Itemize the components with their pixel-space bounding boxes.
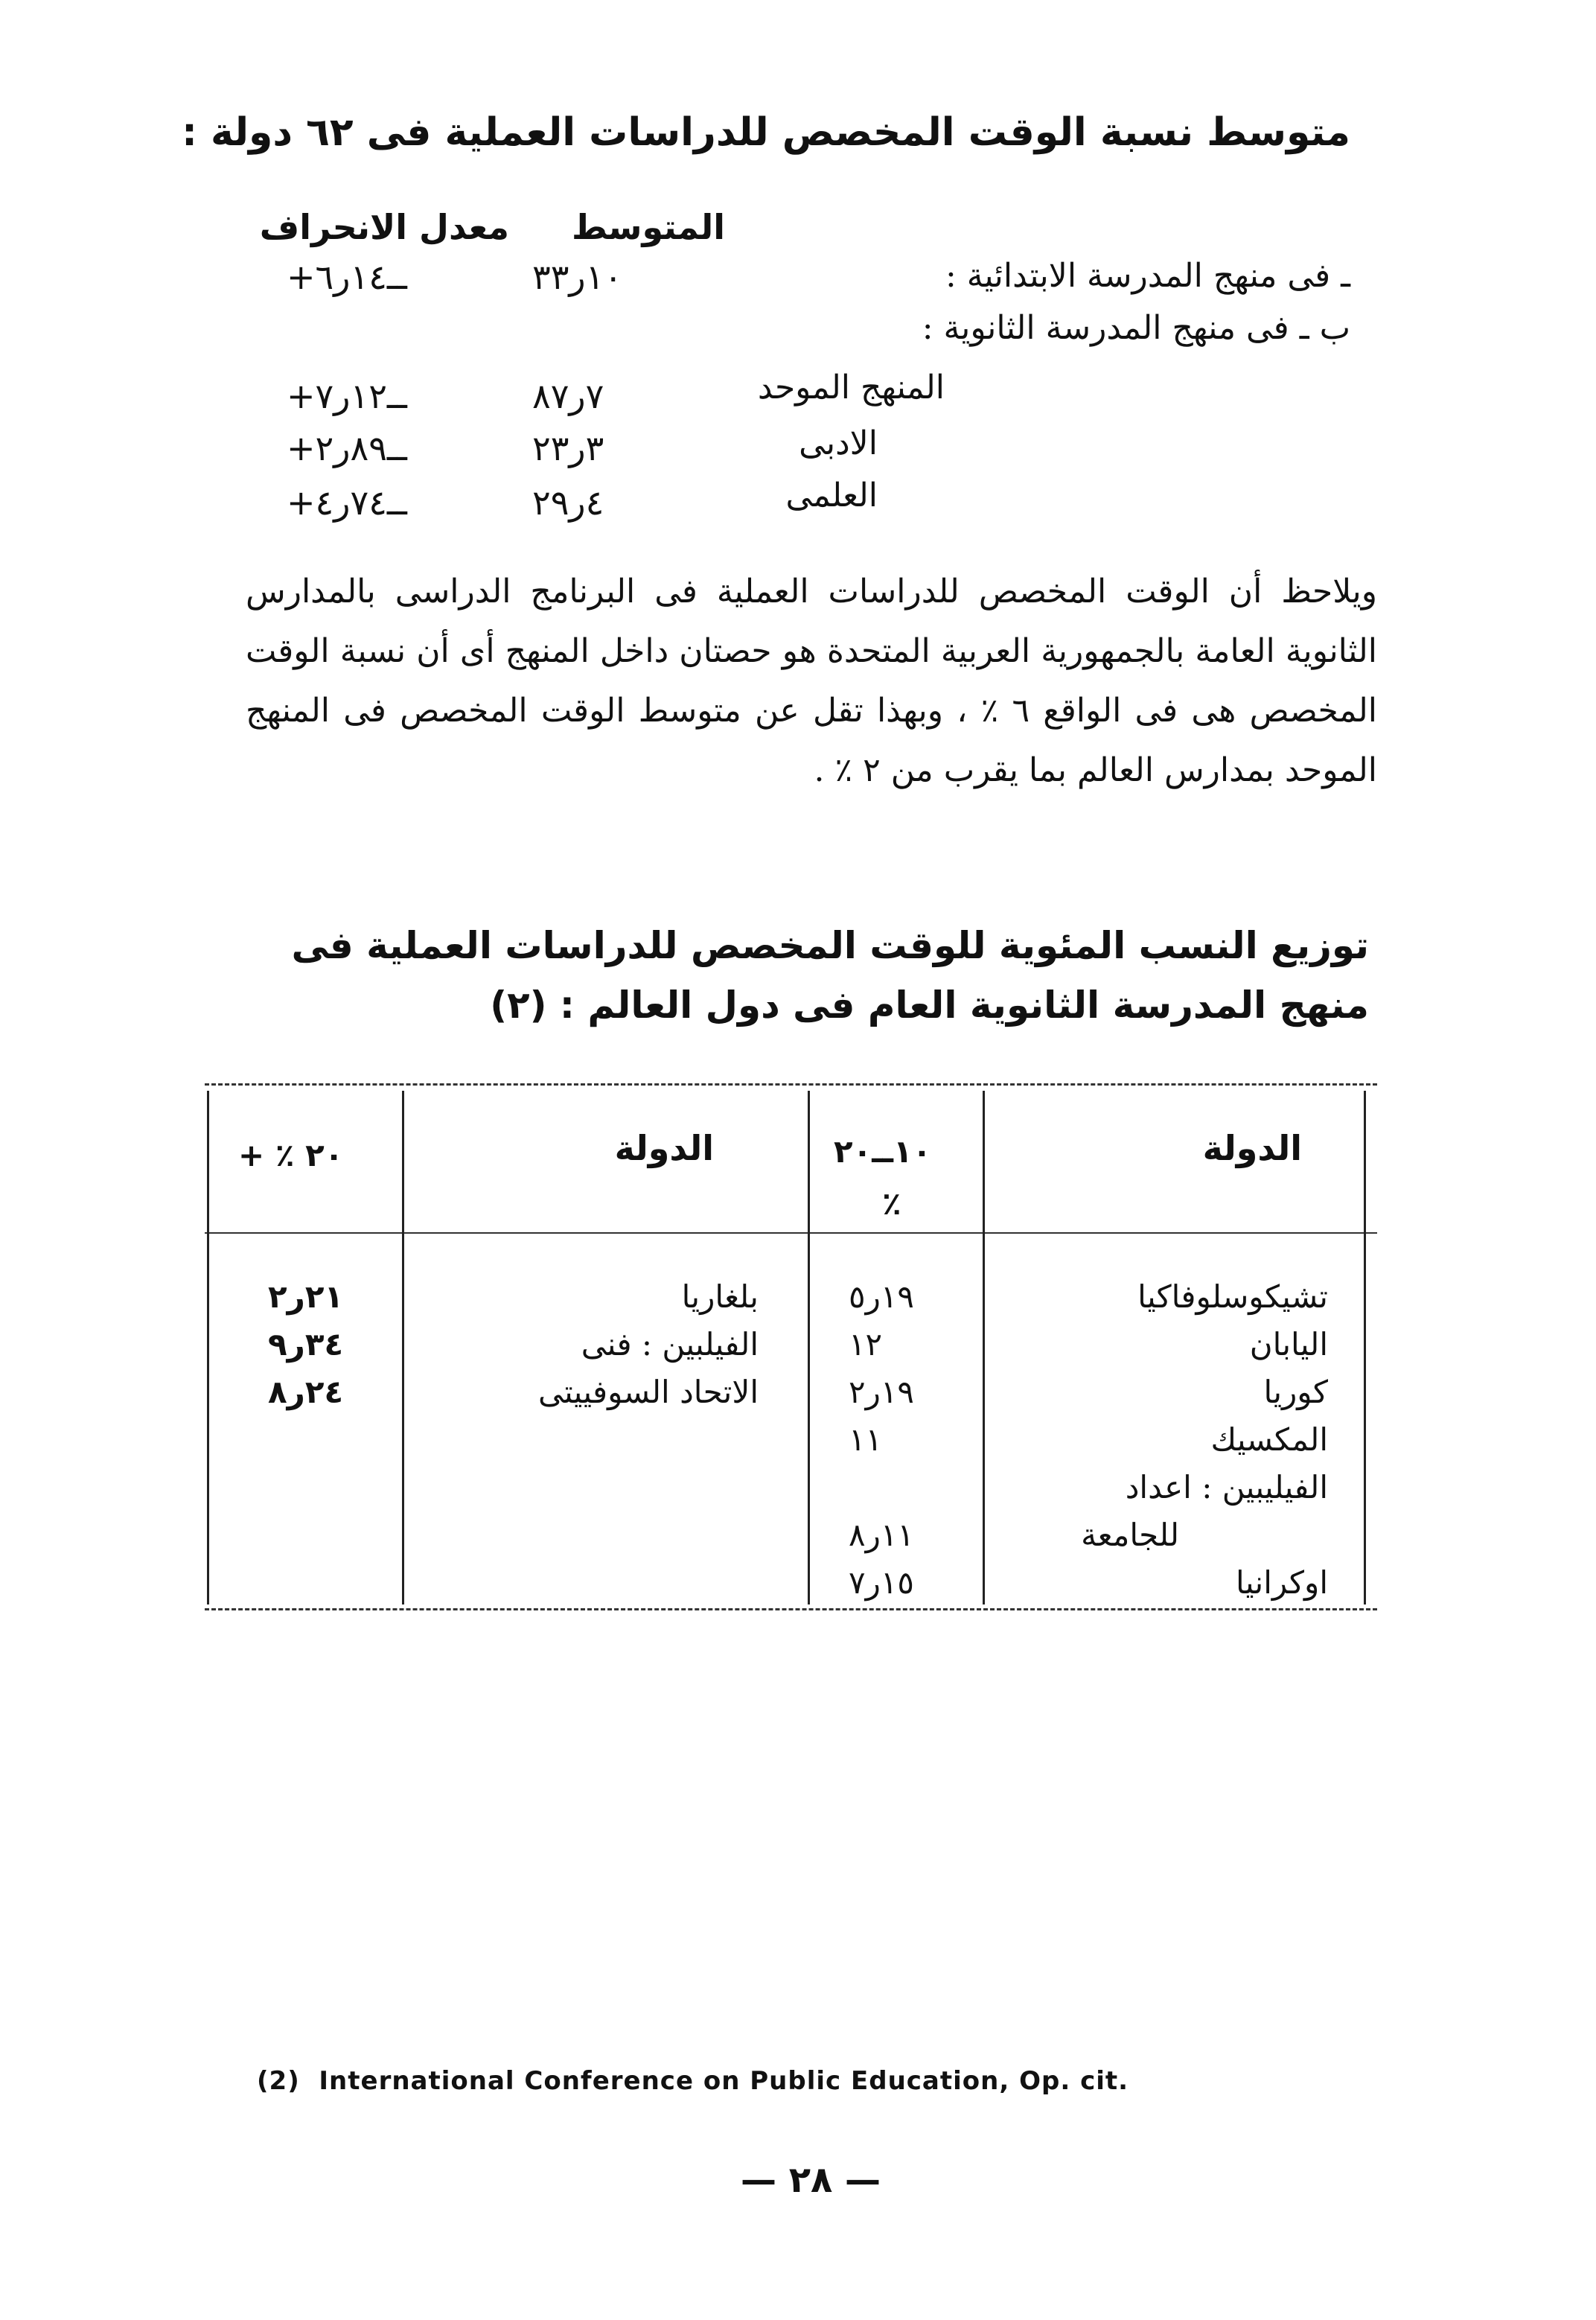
table-border-right [1364, 1091, 1366, 1604]
table-col1-row-6: للجامعة [1081, 1517, 1179, 1553]
table-header-range-2: ٢٠ ٪ + [238, 1137, 344, 1173]
stats-dev-scientific: +ــ٧٤ر٤ [287, 482, 407, 523]
footnote: (2) International Conference on Public Education, Op. cit. [257, 2066, 1129, 2096]
table-col1-row-3: كوريا [1263, 1374, 1328, 1410]
table-col1-row-7: اوكرانيا [1236, 1564, 1328, 1601]
table-col2-row-2: ١٢ [849, 1326, 883, 1363]
body-paragraph: ويلاحظ أن الوقت المخصص للدراسات العملية فى البرنامج الدراسى بالمدارس الثانوية العامة بالجمهورية العربية المتحدة هو حصتان داخل المنهج أى أن نسبة الوقت المخصص هى فى الواقع ٦ ٪ ، وبهذا تقل عن متوسط الوقت المخصص فى المنهج الموحد بمدارس العالم بما يقرب من ٢ ٪ . [246, 573, 1377, 789]
stats-dev-unified: +ــ١٢ر٧ [287, 376, 407, 416]
table-col3-row-2: الفيلبين : فنى [581, 1326, 759, 1363]
stats-label-primary: ـ فى منهج المدرسة الابتدائية : [945, 257, 1350, 295]
stats-mean-unified: ٧ر٨٧ [532, 376, 604, 416]
table-col2-row-7: ١٥ر٧ [849, 1564, 914, 1601]
table-col2-row-3: ١٩ر٢ [849, 1374, 914, 1410]
table-title: توزيع النسب المئوية للوقت المخصص للدراسات العملية فى منهج المدرسة الثانوية العام فى دول العالم : (٢) [291, 924, 1369, 1027]
table-col2-row-6: ١١ر٨ [849, 1517, 914, 1553]
mean-header: المتوسط [572, 207, 725, 247]
table-divider-2 [808, 1091, 810, 1604]
stats-label-secondary: ب ـ فى منهج المدرسة الثانوية : [922, 309, 1350, 347]
table-col1-row-4: المكسيك [1210, 1421, 1328, 1458]
table-col4-row-3: ٢٤ر٨ [268, 1374, 344, 1410]
table-col1-row-5: الفيليبين : اعداد [1125, 1469, 1328, 1505]
stats-dev-literary: +ــ٨٩ر٢ [287, 428, 407, 468]
stats-mean-primary: ١٠ر٣٣ [532, 257, 623, 297]
table-col3-row-3: الاتحاد السوفييتى [537, 1374, 759, 1410]
table-col3-row-1: بلغاريا [681, 1278, 759, 1315]
stats-dev-primary: +ــ١٤ر٦ [287, 257, 407, 297]
table-border-left [207, 1091, 209, 1604]
table-col1-row-1: تشيكوسلوفاكيا [1137, 1278, 1328, 1315]
page-title: متوسط نسبة الوقت المخصص للدراسات العملية فى ٦٢ دولة : [182, 110, 1350, 155]
page-number: — ٢٨ — [741, 2159, 881, 2201]
stats-label-literary: الادبى [799, 424, 878, 462]
deviation-header: معدل الانحراف [259, 207, 509, 247]
table-col2-row-1: ١٩ر٥ [849, 1278, 914, 1315]
table-bottom-rule [205, 1608, 1377, 1610]
table-col4-row-2: ٣٤ر٩ [268, 1326, 344, 1363]
table-col1-row-2: اليابان [1249, 1326, 1328, 1363]
table-col4-row-1: ٢١ر٢ [268, 1278, 344, 1315]
stats-label-unified: المنهج الموحد [757, 369, 945, 407]
table-divider-1 [402, 1091, 404, 1604]
table-header-range-1-unit: ٪ [882, 1185, 901, 1222]
table-top-rule [205, 1083, 1377, 1086]
stats-mean-scientific: ٤ر٢٩ [532, 482, 604, 523]
stats-mean-literary: ٣ر٢٣ [532, 428, 604, 468]
table-divider-3 [983, 1091, 985, 1604]
table-header-range-1: ١٠ــ٢٠ [834, 1133, 932, 1170]
table-col2-row-4: ١١ [849, 1421, 883, 1458]
table-header-country-1: الدولة [1202, 1128, 1302, 1168]
table-header-rule [205, 1232, 1377, 1234]
stats-label-scientific: العلمى [785, 477, 878, 514]
table-header-country-2: الدولة [614, 1128, 714, 1168]
